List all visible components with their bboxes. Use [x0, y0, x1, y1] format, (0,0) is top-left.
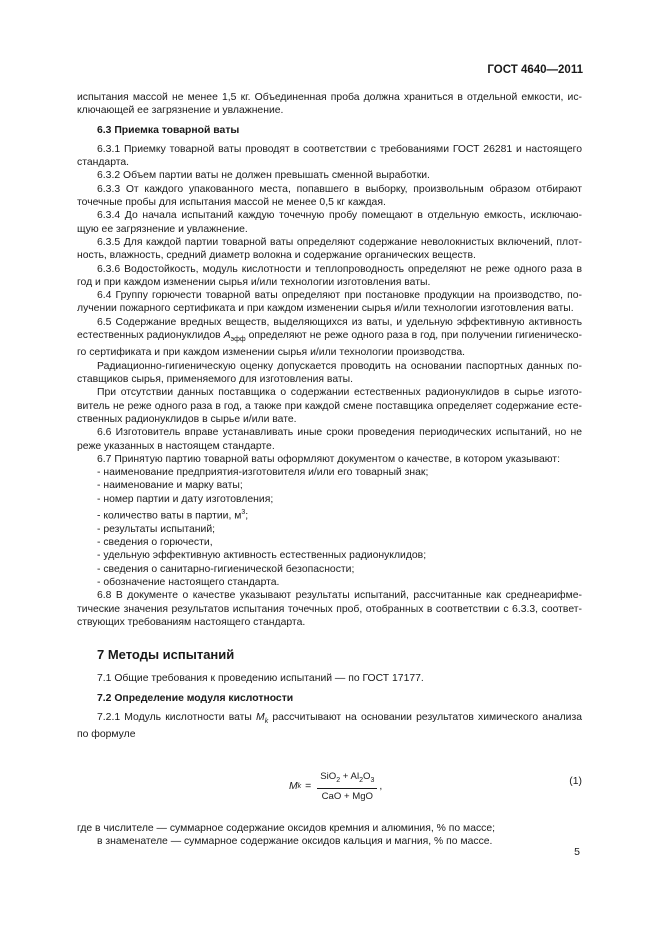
formula-equals: =	[305, 780, 312, 792]
list-item	[77, 506, 582, 523]
list-item: - наименование и марку ваты;	[97, 480, 243, 492]
modulus-subscript: k	[264, 718, 269, 726]
paragraph-6-4: 6.4 Группу горючести товарной ваты определяют при постановке продукции на производство, по-лучении пожарного сертификата и при каждом изменении сырья и/или технологии изготовления ваты.	[77, 290, 582, 315]
paragraph-6-7: 6.7 Принятую партию товарной ваты оформляют документом о качестве, в котором указывают:	[97, 453, 560, 465]
formula-comma: ,	[379, 780, 383, 792]
num-sio-sub: 2	[336, 776, 341, 784]
section-heading-6-3: 6.3 Приемка товарной ваты	[97, 124, 240, 136]
list-item-text: - количество ваты в партии, м	[97, 510, 242, 522]
where-line-2: в знаменателе — суммарное содержание оксидов кальция и магния, % по массе.	[97, 835, 493, 847]
paragraph-6-3-5: 6.3.5 Для каждой партии товарной ваты определяют содержание неволокнистых включений, плот-ность, влажность, средний диаметр волокна и содержание органических веществ.	[77, 236, 582, 262]
list-item: - наименование предприятия-изготовителя и/или его товарный знак;	[97, 467, 429, 479]
list-item: - сведения о горючести,	[97, 537, 213, 549]
formula-numerator	[317, 770, 377, 789]
list-item: - обозначение настоящего стандарта.	[97, 576, 280, 588]
paragraph-7-2-1	[77, 711, 582, 742]
paragraph-6-5-text-b: определяют не реже одного раза в год, при получении гигиеническо-го сертификата и при каждом изменении сырья и/или технологии производства.	[77, 330, 582, 359]
modulus-symbol: M	[256, 712, 265, 724]
page-number: 5	[574, 846, 580, 858]
paragraph-6-6: 6.6 Изготовитель вправе устанавливать иные сроки проведения периодических испытаний, но не реже указанных в настоящем стандарте.	[77, 427, 582, 452]
paragraph-6-3-4: 6.3.4 До начала испытаний каждую точечную пробу помещают в отдельную емкость, исключаю-щую ее загрязнение и увлажнение.	[77, 210, 582, 235]
num-al-sub: 2	[359, 776, 363, 784]
list-item-punct: ;	[245, 510, 249, 522]
paragraph-7-2-1-text-b: рассчитывают на основании результатов химического анализа по формуле	[77, 712, 582, 741]
paragraph-continuation: испытания массой не менее 1,5 кг. Объединенная проба должна храниться в отдельной емкости, ис-ключающей ее загрязнение и увлажнение.	[77, 92, 582, 117]
section-heading-7-2: 7.2 Определение модуля кислотности	[97, 692, 294, 704]
num-plus-al: + Al	[340, 770, 360, 782]
paragraph-6-3-2: 6.3.2 Объем партии ваты не должен превышать сменной выработки.	[97, 170, 430, 182]
paragraph-6-3-3: 6.3.3 От каждого упакованного места, попавшего в выборку, произвольным образом отбирают точечные пробы для испытания массой не менее 0,5 кг каждая.	[77, 183, 582, 209]
paragraph-6-3-6: 6.3.6 Водостойкость, модуль кислотности и теплопроводность определяют не реже одного раза в год и при каждом изменении сырья и/или технологии изготовления ваты.	[77, 263, 582, 288]
paragraph-6-5	[77, 316, 582, 360]
num-o: O	[362, 770, 371, 782]
num-sio: SiO	[320, 770, 337, 782]
paragraph-7-1: 7.1 Общие требования к проведению испытаний — по ГОСТ 17177.	[97, 673, 424, 685]
formula-number: (1)	[569, 775, 582, 787]
list-item: - сведения о санитарно-гигиенической безопасности;	[97, 563, 355, 575]
document-header: ГОСТ 4640—2011	[487, 64, 583, 76]
formula-block	[77, 752, 582, 822]
activity-subscript: эфф	[230, 336, 246, 344]
formula-denominator: CaO + MgO	[321, 790, 374, 802]
cubic-superscript: 3	[241, 508, 246, 516]
paragraph-6-5-supplier: При отсутствии данных поставщика о содержании естественных радионуклидов в сырье изгото-витель не реже одного раза в год, а также при каждой смене поставщика определяет содержание есте-ственных радионуклидов в сырье и/или вате.	[77, 387, 582, 425]
where-line-1: где в числителе — суммарное содержание оксидов кремния и алюминия, % по массе;	[77, 822, 496, 834]
list-item: - номер партии и дату изготовления;	[97, 493, 274, 505]
page-content	[77, 91, 582, 848]
list-item: - удельную эффективную активность естественных радионуклидов;	[97, 550, 427, 562]
formula-1	[289, 770, 382, 804]
section-heading-7: 7 Методы испытаний	[97, 647, 235, 663]
paragraph-6-5-radiation: Радиационно-гигиеническую оценку допускается проводить на основании паспортных данных по-ставщиков сырья, применяемого для изготовления ваты.	[77, 360, 582, 386]
paragraph-7-2-1-text-a: 7.2.1 Модуль кислотности ваты	[97, 712, 257, 724]
num-o-sub: 3	[370, 776, 375, 784]
paragraph-6-3-1: 6.3.1 Приемку товарной ваты проводят в соответствии с требованиями ГОСТ 26281 и настоящего стандарта.	[77, 143, 582, 169]
paragraph-6-5-text-a: 6.5 Содержание вредных веществ, выделяющихся из ваты, и удельную эффективную активность естественных радионуклидов	[77, 316, 582, 342]
activity-symbol: A	[223, 330, 231, 342]
paragraph-6-8: 6.8 В документе о качестве указывают результаты испытаний, рассчитанные как среднеарифме-тические значения результатов испытания точечных проб, отобранных в соответствии с 6.3.3, соответ-ствующих требованиям настоящего стандарта.	[77, 590, 582, 628]
formula-lhs: M	[289, 780, 298, 792]
formula-lhs-sub: k	[297, 782, 302, 790]
list-item: - результаты испытаний;	[97, 523, 216, 535]
formula-fraction	[317, 770, 377, 804]
